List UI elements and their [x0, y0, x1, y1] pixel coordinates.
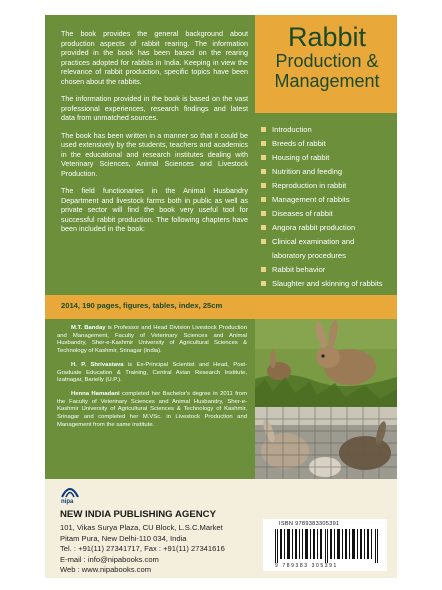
title-line-1: Rabbit: [287, 22, 367, 52]
square-bullet-icon: [261, 197, 266, 202]
chapter-list-panel: [255, 113, 397, 295]
description-column: [45, 15, 255, 295]
square-bullet-icon: [261, 183, 266, 188]
square-bullet-icon: [261, 141, 266, 146]
barcode-digits: 9 789383 305391: [275, 563, 338, 569]
publisher-section: [45, 479, 397, 578]
chapter-item: Breeds of rabbit: [261, 137, 393, 151]
publisher-name: NEW INDIA PUBLISHING AGENCY: [60, 509, 216, 520]
book-info-strip: [45, 295, 397, 319]
publisher-email: E-mail : info@nipabooks.com: [60, 554, 159, 564]
chapter-item: Reproduction in rabbit: [261, 179, 393, 193]
barcode: [263, 519, 387, 571]
square-bullet-icon: [261, 169, 266, 174]
chapter-item: Rabbit behavior: [261, 263, 393, 277]
title-box: [255, 15, 397, 113]
chapter-item-continuation: laboratory procedures: [272, 251, 346, 260]
description-paragraph-4: The field functionaries in the Animal Husbandry Department and livestock farms both in public as well as private sector will find the book very useful tool for successful rabbit production. The following chapters have been included in the book:: [61, 186, 248, 233]
chapter-item: Nutrition and feeding: [261, 165, 393, 179]
chapter-item: Housing of rabbit: [261, 151, 393, 165]
square-bullet-icon: [261, 155, 266, 160]
title-line-2: Production &: [275, 51, 379, 71]
author-bio: Henna Hamadani completed her Bachelor's degree in 2011 from the Faculty of Veterinary Sciences and Animal Husbandry, Sher-e-Kashmir University of Agricultural Sciences & Technology of Kashmir, Srinagar and completed her M.VSc. in Livestock Production and Management from the same institute.: [57, 390, 247, 428]
barcode-bars: [275, 529, 379, 563]
author-name: Henna Hamadani: [71, 390, 120, 397]
publisher-logo-text: nipa: [61, 499, 74, 505]
description-paragraph-2: The information provided in the book is based on the vast professional experiences, research findings and latest data from unmatched sources.: [61, 94, 248, 122]
square-bullet-icon: [261, 281, 266, 286]
author-name: M.T. Banday: [71, 325, 106, 331]
square-bullet-icon: [261, 225, 266, 230]
cage-photo-illustration: [255, 407, 397, 479]
isbn-label: ISBN 9789383305391: [279, 521, 340, 527]
description-paragraph-3: The book has been written in a manner so that it could be used extensively by the students, teachers and academics in the educational and research institutes dealing with Veterinary Sciences, Animal Sciences and Livestock Production.: [61, 130, 248, 178]
publisher-address-line: Pitam Pura, New Delhi-110 034, India: [60, 533, 187, 543]
author-bio: M.T. Banday is Professor and Head Division Livestock Production and Management, Faculty of Veterinary Sciences and Animal Husbandry, Sher-e-Kashmir University of Agricultural Sciences & Technology of Kashmir, Srinagar (India).: [57, 325, 247, 355]
publisher-website: Web : www.nipabooks.com: [60, 565, 152, 574]
publisher-phone: Tel. : +91(11) 27341717, Fax : +91(11) 27341616: [60, 544, 225, 553]
rabbit-photo-illustration: [255, 319, 397, 407]
author-bio: H. P. Shrivastava is Ex-Principal Scientist and Head, Post-Graduate Education & Training, Central Avian Research Institute, Izatnagar, Barielly (U.P.).: [57, 361, 248, 384]
chapter-list: [261, 123, 393, 291]
chapter-item: Angora rabbit production: [261, 221, 393, 235]
chapter-item: Diseases of rabbit: [261, 207, 393, 221]
title-line-3: Management: [274, 71, 380, 91]
chapter-item: Introduction: [261, 123, 393, 137]
publisher-address-line: 101, Vikas Surya Plaza, CU Block, L.S.C.Market: [60, 523, 223, 532]
chapter-item: Management of rabbits: [261, 193, 393, 207]
square-bullet-icon: [261, 267, 266, 272]
publisher-contact: [60, 523, 225, 576]
description-paragraph-1: The book provides the general background about production aspects of rabbit rearing. The information provided in the book has been based on the rearing practices adopted for rabbits in India. Keeping in view the relevance of rabbit production, specific topics have been chosen about the rabbits.: [61, 29, 248, 86]
book-back-cover: [45, 15, 397, 578]
square-bullet-icon: [261, 211, 266, 216]
chapter-item: Slaughter and skinning of rabbits: [261, 277, 393, 291]
square-bullet-icon: [261, 239, 266, 244]
chapter-item: Clinical examination and: [261, 235, 393, 249]
book-info-text: 2014, 190 pages, figures, tables, index, 25cm: [61, 301, 223, 310]
publisher-logo-icon: [61, 483, 79, 499]
rabbits-in-grass-photo: [255, 319, 397, 407]
rabbits-in-cage-photo: [255, 407, 397, 479]
authors-section: [45, 319, 255, 479]
author-name: H. P. Shrivastava: [71, 361, 124, 368]
square-bullet-icon: [261, 127, 266, 132]
